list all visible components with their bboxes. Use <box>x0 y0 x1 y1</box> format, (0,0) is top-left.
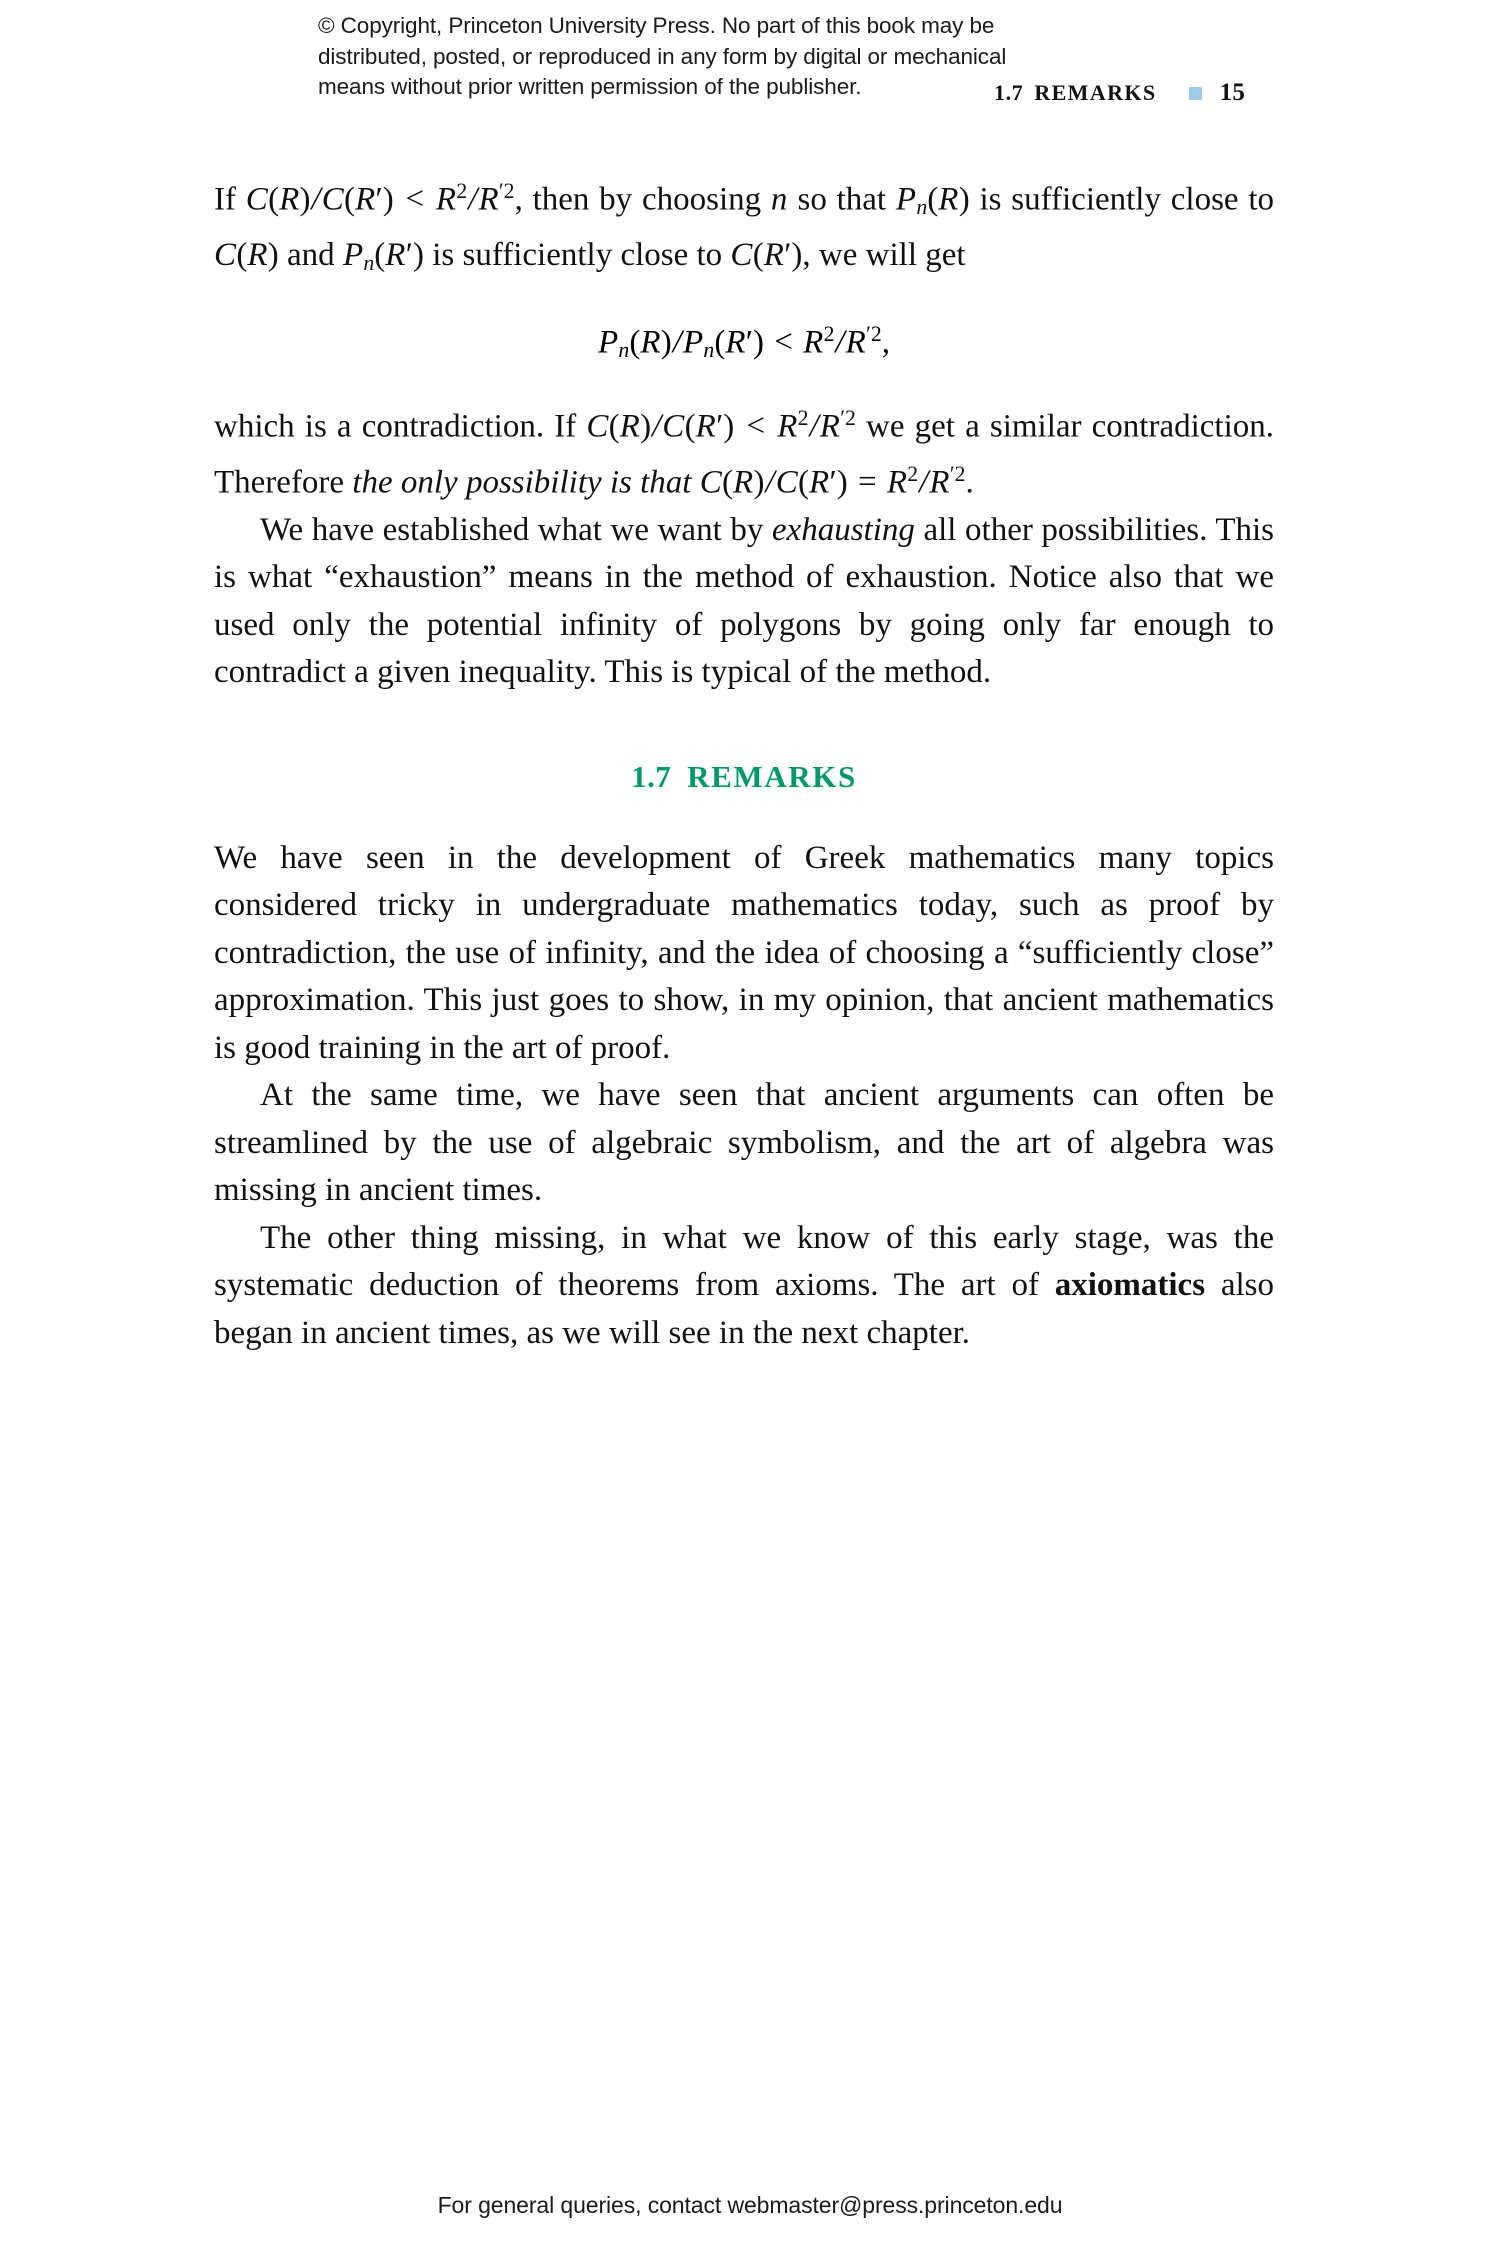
page-header <box>0 0 1500 120</box>
eq-less-than: < <box>774 324 793 361</box>
math-P2-prime: ′ <box>405 236 413 273</box>
paragraph-2: which is a contradiction. If $C(R)/C(R') < R^2/R^{'2}$ we get a similar contradiction. Therefore the only possibility is that $C(R)/C(R') = R^2/R^{'2}$. <box>214 405 1275 501</box>
math-less-than: < <box>405 181 425 218</box>
display-equation: $Pn(R)/Pn(R') < R^2/R^{'2}$, <box>597 321 891 362</box>
math-C3: C <box>214 236 237 273</box>
eq-R2: R <box>725 324 746 361</box>
eq-R3: R <box>803 324 824 361</box>
p1-text-3: so that <box>787 181 896 218</box>
paragraph-3 <box>214 507 1274 697</box>
math-exponent-2: 2 <box>456 179 468 203</box>
eq-prime-exponent-2: ′2 <box>866 321 882 346</box>
p2-math-prime-exponent-2: ′2 <box>840 405 856 430</box>
copyright-line-3: means without prior written permission of the publisher. <box>318 74 862 99</box>
math-C4-prime: ′ <box>784 236 792 273</box>
p1-text-4: is sufficiently close to <box>969 181 1275 218</box>
math-P-subscript: n <box>916 195 928 220</box>
running-head-section-number: 1.7 <box>994 80 1024 105</box>
eq-P-subscript: n <box>618 337 630 362</box>
p2-italic-phrase: the only possibility is that <box>352 464 700 501</box>
p2-text-3: . <box>965 464 974 501</box>
p2-math-C2: C <box>662 408 685 445</box>
copyright-line-1: © Copyright, Princeton University Press. No part of this book may be <box>318 13 995 38</box>
p2-math-equals: = <box>857 464 877 501</box>
p2-math-R8: R <box>929 464 950 501</box>
paragraph-4: We have seen in the development of Greek mathematics many topics considered tricky in undergraduate mathematics today, such as proof by contradiction, the use of infinity, and the idea of choosing a “sufficiently close” approximation. This just goes to show, in my opinion, that ancient mathematics is good training in the art of proof. <box>214 839 1274 1066</box>
p1-text-2: , then by choosing <box>514 181 771 218</box>
p2-math-less-than: < <box>746 408 766 445</box>
p2-math-exponent-3: 2 <box>907 461 919 486</box>
eq-P: P <box>597 324 619 361</box>
p2-math-R4: R <box>819 408 841 445</box>
eq-P2-subscript: n <box>703 337 715 362</box>
p2-math-prime-exponent-3: ′2 <box>949 461 966 486</box>
p1-text-6: is sufficiently close to <box>423 236 731 273</box>
running-head-title: REMARKS <box>1034 80 1157 105</box>
math-prime: ′ <box>375 181 383 218</box>
p2-math-R6: R <box>809 464 830 501</box>
p2-math-slash-2: / <box>809 408 819 445</box>
math-R: R <box>279 181 300 218</box>
p2-math-R7: R <box>886 464 908 501</box>
math-C: C <box>245 181 269 218</box>
p2-math-exponent-2: 2 <box>797 405 809 430</box>
math-C2: C <box>321 181 345 218</box>
p3-text-1: We have established what we want by <box>260 511 772 548</box>
p2-math-R3: R <box>777 408 798 445</box>
section-heading <box>214 759 1274 795</box>
math-P2-subscript: n <box>363 250 375 275</box>
math-slash: / <box>311 181 321 218</box>
math-P2-arg: R <box>385 236 406 273</box>
p2-math-R: R <box>619 408 641 445</box>
math-C4: C <box>730 236 753 273</box>
eq-R: R <box>640 324 661 361</box>
eq-R4: R <box>845 324 867 361</box>
p2-math-R5: R <box>733 464 754 501</box>
eq-exponent-2: 2 <box>823 321 835 346</box>
p6-bold-term: axiomatics <box>1054 1267 1206 1304</box>
math-slash-2: / <box>468 181 478 218</box>
section-heading-number: 1.7 <box>631 758 672 794</box>
eq-comma: , <box>881 324 891 361</box>
math-P: P <box>895 181 917 218</box>
math-R2: R <box>355 181 376 218</box>
p1-text-1: If <box>214 181 246 218</box>
page-footer <box>0 2192 1500 2219</box>
math-prime-exponent-2: ′2 <box>498 179 515 203</box>
paragraph-5: At the same time, we have seen that ancient arguments can often be streamlined by the use of algebraic symbolism, and the art of algebra was missing in ancient times. <box>214 1077 1274 1209</box>
footer-query-text: For general queries, contact webmaster@press.princeton.edu <box>437 2192 1063 2218</box>
p2-text-1: which is a contradiction. If <box>214 408 587 445</box>
eq-slash: / <box>672 324 682 361</box>
math-C3-arg: R <box>247 236 268 273</box>
eq-prime: ′ <box>745 324 753 361</box>
p2-text-2: we get a similar contradiction. Therefore <box>214 408 1275 501</box>
p1-text-7: , we will get <box>802 236 966 273</box>
p1-text-5: and <box>278 236 343 273</box>
math-R4: R <box>478 181 499 218</box>
page-number: 15 <box>1219 79 1246 106</box>
p2-math-slash-3: / <box>765 464 775 501</box>
p2-math-R2: R <box>695 408 717 445</box>
main-text-block <box>214 168 1274 1357</box>
paragraph-1: If $C(R)/C(R') < R^2/R^{'2}$, then by choosing n so that Pn(R) is sufficiently close to C(R) and Pn(R′) is sufficiently close to C(R′), we will get <box>214 179 1275 275</box>
p6-text-2: also began in ancient times, as we will see in the next chapter. <box>214 1267 1274 1351</box>
p3-italic-word: exhausting <box>771 511 915 548</box>
p2-math-C4: C <box>775 464 798 501</box>
p2-math-prime-2: ′ <box>829 464 837 501</box>
p6-text-1: The other thing missing, in what we know of this early stage, was the systematic deduction of theorems from axioms. The art of <box>214 1219 1274 1304</box>
section-heading-title: REMARKS <box>687 758 857 794</box>
p3-text-2: all other possibilities. This is what “exhaustion” means in the method of exhaustion. Notice also that we used only the potential infinity of polygons by going only far enough to contradict a given inequality. This is typical of the method. <box>214 511 1274 691</box>
eq-slash-2: / <box>835 324 845 361</box>
math-P-arg: R <box>938 181 959 218</box>
paragraph-6 <box>214 1215 1274 1358</box>
square-bullet-icon <box>1189 87 1202 100</box>
math-C4-arg: R <box>763 236 785 273</box>
p2-math-C3: C <box>699 464 723 501</box>
running-head <box>994 79 1245 107</box>
p2-math-C: C <box>586 408 609 445</box>
math-n: n <box>770 181 788 218</box>
p2-math-slash-4: / <box>919 464 929 501</box>
eq-P2: P <box>682 324 704 361</box>
copyright-line-2: distributed, posted, or reproduced in any form by digital or mechanical <box>318 43 1007 69</box>
math-P2: P <box>342 236 364 273</box>
math-R3: R <box>435 181 457 218</box>
p2-math-slash: / <box>652 408 662 445</box>
p2-math-prime: ′ <box>716 408 724 445</box>
